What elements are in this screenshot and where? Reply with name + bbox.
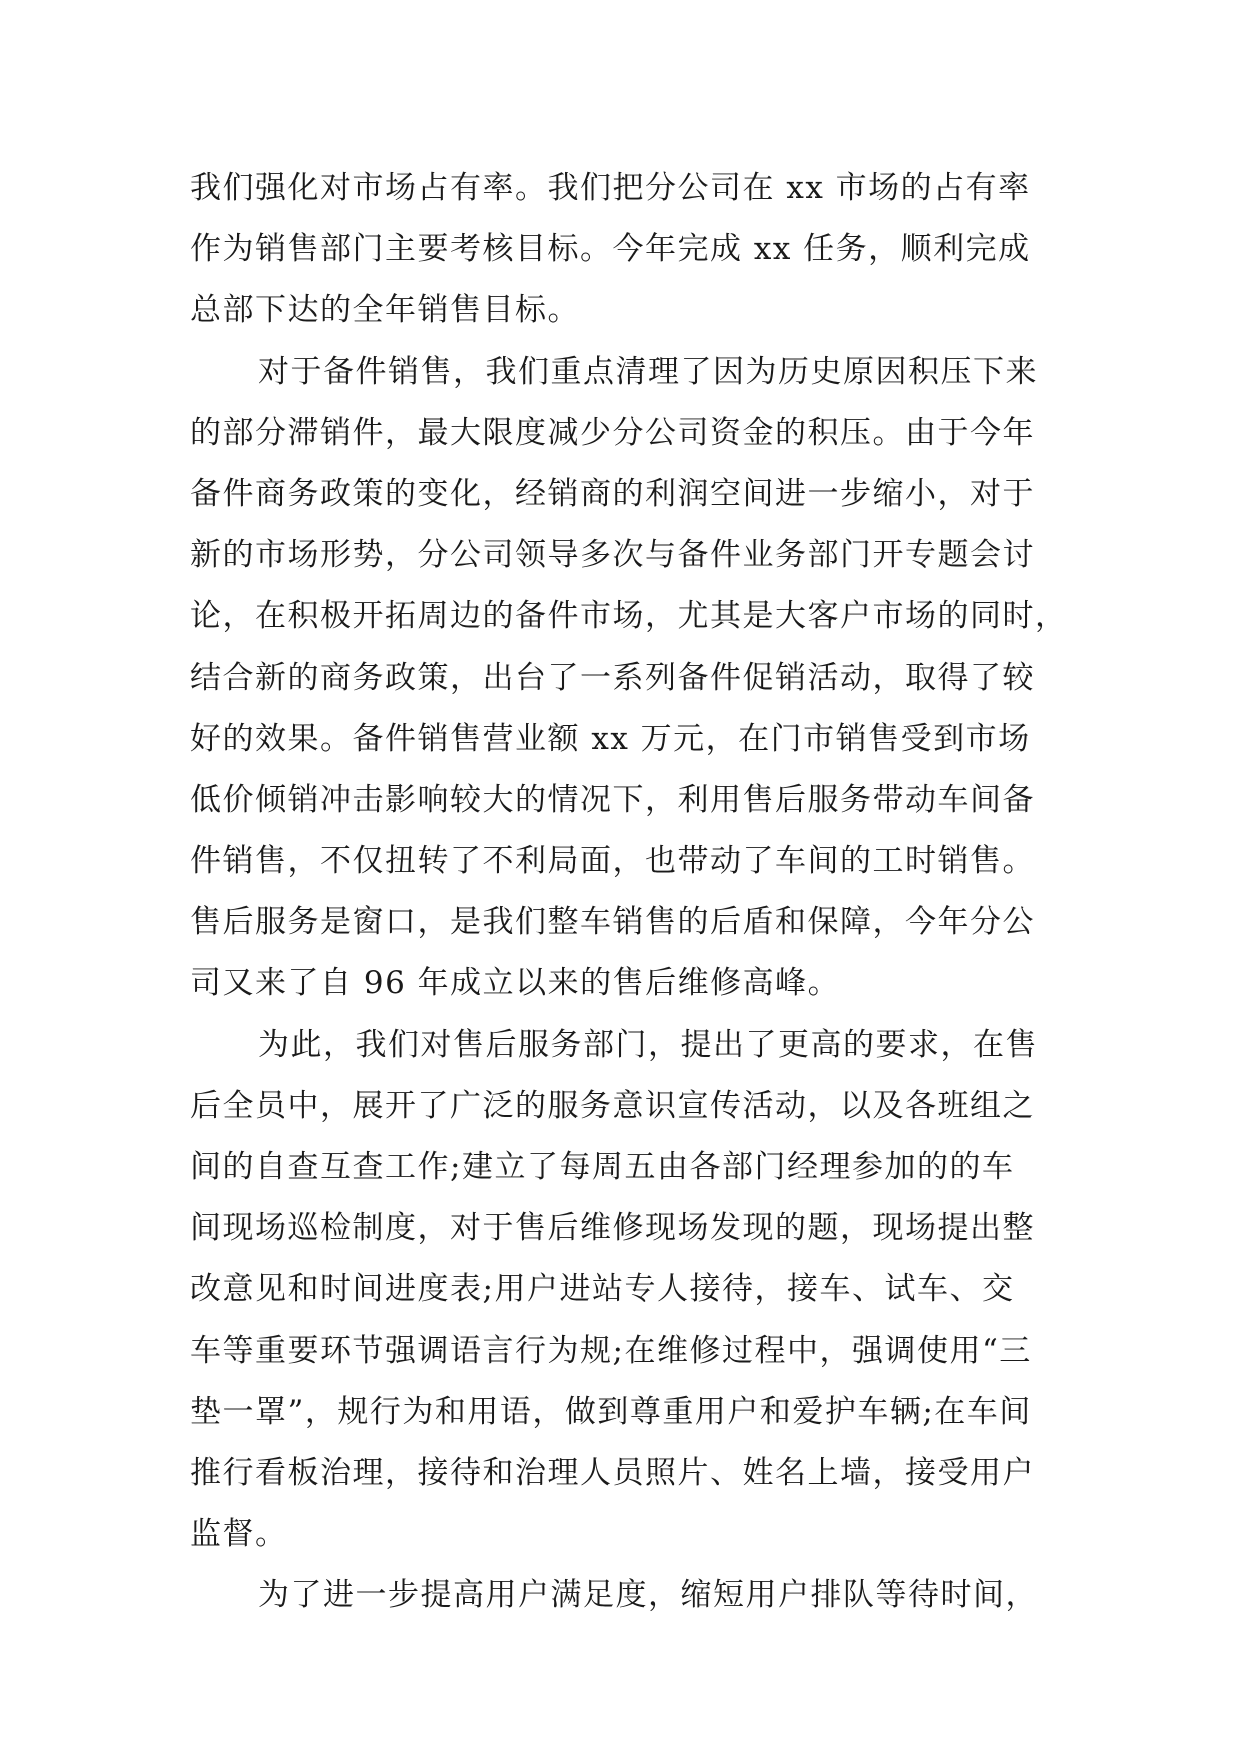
paragraph-first-line: 对于备件销售，我们重点清理了因为历史原因积压下来	[258, 353, 1038, 390]
paragraph-first-line: 为此，我们对售后服务部门，提出了更高的要求，在售	[258, 1026, 1038, 1063]
text-line: 结合新的商务政策，出台了一系列备件促销活动，取得了较	[190, 659, 1035, 696]
text-line: 我们强化对市场占有率。我们把分公司在 xx 市场的占有率	[190, 170, 1031, 206]
text-line: 售后服务是窗口，是我们整车销售的后盾和保障，今年分公	[190, 904, 1035, 941]
text-line: 改意见和时间进度表;用户进站专人接待，接车、试车、交	[190, 1271, 1015, 1308]
text-line: 论，在积极开拓周边的备件市场，尤其是大客户市场的同时，	[190, 598, 1068, 635]
text-line: 的部分滞销件，最大限度减少分公司资金的积压。由于今年	[190, 414, 1035, 451]
text-line: 垫一罩”，规行为和用语，做到尊重用户和爱护车辆;在车间	[190, 1393, 1032, 1430]
text-line: 低价倾销冲击影响较大的情况下，利用售后服务带动车间备	[190, 781, 1035, 818]
text-line: 监督。	[190, 1516, 288, 1553]
text-line: 好的效果。备件销售营业额 xx 万元，在门市销售受到市场	[190, 720, 1031, 757]
paragraph-first-line: 为了进一步提高用户满足度，缩短用户排队等待时间，	[258, 1577, 1038, 1614]
text-line: 司又来了自 96 年成立以来的售后维修高峰。	[190, 965, 841, 1002]
text-line: 间现场巡检制度，对于售后维修现场发现的题，现场提出整	[190, 1210, 1035, 1247]
text-line: 后全员中，展开了广泛的服务意识宣传活动，以及各班组之	[190, 1087, 1035, 1124]
text-line: 推行看板治理，接待和治理人员照片、姓名上墙，接受用户	[190, 1454, 1035, 1491]
text-line: 件销售，不仅扭转了不利局面，也带动了车间的工时销售。	[190, 843, 1035, 880]
text-line: 总部下达的全年销售目标。	[190, 292, 580, 329]
body-text	[190, 158, 1068, 1627]
text-line: 新的市场形势，分公司领导多次与备件业务部门开专题会讨	[190, 537, 1035, 574]
text-line: 间的自查互查工作;建立了每周五由各部门经理参加的的车	[190, 1149, 1015, 1185]
text-line: 车等重要环节强调语言行为规;在维修过程中，强调使用“三	[190, 1332, 1032, 1369]
text-line: 作为销售部门主要考核目标。今年完成 xx 任务，顺利完成	[190, 231, 1031, 268]
text-line: 备件商务政策的变化，经销商的利润空间进一步缩小，对于	[190, 475, 1035, 512]
